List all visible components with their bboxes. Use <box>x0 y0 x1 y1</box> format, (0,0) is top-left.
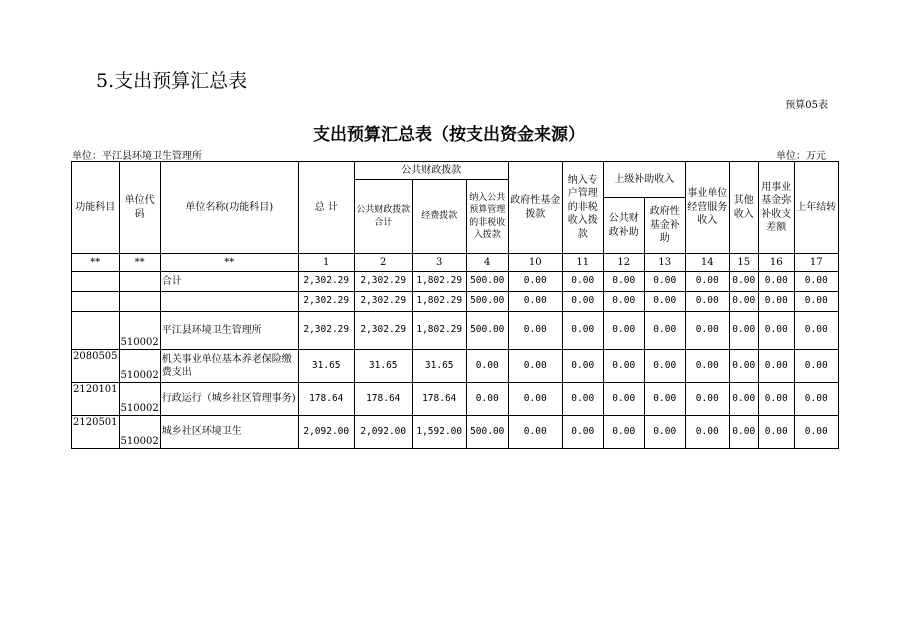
value-cell: 0.00 <box>562 272 603 292</box>
value-cell: 0.00 <box>758 292 794 312</box>
value-cell: 0.00 <box>758 416 794 449</box>
index-cell: 13 <box>644 254 685 272</box>
value-cell: 500.00 <box>466 416 508 449</box>
header-public-finance-subsidy: 公共财政补助 <box>603 198 644 254</box>
index-cell: 4 <box>466 254 508 272</box>
value-cell: 178.64 <box>412 383 466 416</box>
unit-name-cell: 平江县环境卫生管理所 <box>160 312 298 350</box>
table-row <box>72 350 839 383</box>
table-row <box>72 383 839 416</box>
header-total: 总 计 <box>298 162 354 254</box>
header-gov-fund-subsidy: 政府性基金补助 <box>644 198 685 254</box>
header-fund-cover: 用事业基金弥补收支差额 <box>758 162 794 254</box>
header-other-income: 其他收入 <box>729 162 758 254</box>
table-row <box>72 312 839 350</box>
header-special-non-tax: 纳入专户管理的非税收入拨款 <box>562 162 603 254</box>
index-cell: ** <box>72 254 120 272</box>
value-cell: 0.00 <box>685 350 729 383</box>
value-cell: 500.00 <box>466 312 508 350</box>
header-unit-name: 单位名称(功能科目) <box>160 162 298 254</box>
value-cell: 0.00 <box>644 292 685 312</box>
value-cell: 0.00 <box>758 350 794 383</box>
value-cell: 31.65 <box>298 350 354 383</box>
func-subject-cell: 2120101 <box>72 383 120 416</box>
page-title: 支出预算汇总表（按支出资金来源） <box>313 125 585 145</box>
value-cell: 0.00 <box>685 416 729 449</box>
value-cell: 2,302.29 <box>298 312 354 350</box>
value-cell: 2,092.00 <box>298 416 354 449</box>
value-cell: 0.00 <box>562 312 603 350</box>
value-cell: 0.00 <box>466 383 508 416</box>
column-index-row <box>72 254 839 272</box>
table-row <box>72 416 839 449</box>
value-cell: 0.00 <box>603 312 644 350</box>
index-cell: ** <box>160 254 298 272</box>
unit-code-cell <box>119 292 160 312</box>
value-cell: 0.00 <box>644 350 685 383</box>
index-cell: 17 <box>794 254 838 272</box>
value-cell: 0.00 <box>508 383 562 416</box>
value-cell: 0.00 <box>729 272 758 292</box>
value-cell: 0.00 <box>729 416 758 449</box>
value-cell: 0.00 <box>729 350 758 383</box>
value-cell: 0.00 <box>794 272 838 292</box>
value-cell: 1,802.29 <box>412 292 466 312</box>
value-cell: 0.00 <box>603 350 644 383</box>
section-title: 5.支出预算汇总表 <box>96 70 248 92</box>
value-cell: 0.00 <box>794 312 838 350</box>
value-cell: 2,092.00 <box>354 416 412 449</box>
header-public-finance-total: 公共财政拨款合计 <box>354 180 412 254</box>
func-subject-cell: 2080505 <box>72 350 120 383</box>
unit-name-cell <box>160 292 298 312</box>
value-cell: 0.00 <box>794 416 838 449</box>
value-cell: 0.00 <box>758 383 794 416</box>
header-superior-subsidy: 上级补助收入 <box>603 162 685 198</box>
value-cell: 2,302.29 <box>354 292 412 312</box>
unit-code-cell: 510002 <box>119 416 160 449</box>
value-cell: 1,802.29 <box>412 312 466 350</box>
value-cell: 0.00 <box>508 416 562 449</box>
value-cell: 2,302.29 <box>298 272 354 292</box>
index-cell: 16 <box>758 254 794 272</box>
header-carryover: 上年结转 <box>794 162 838 254</box>
value-cell: 2,302.29 <box>298 292 354 312</box>
value-cell: 0.00 <box>685 312 729 350</box>
value-cell: 0.00 <box>603 416 644 449</box>
value-cell: 0.00 <box>685 272 729 292</box>
value-cell: 0.00 <box>508 272 562 292</box>
unit-name-cell: 行政运行（城乡社区管理事务) <box>160 383 298 416</box>
value-cell: 0.00 <box>508 292 562 312</box>
index-cell: 12 <box>603 254 644 272</box>
unit-code-cell: 510002 <box>119 312 160 350</box>
unit-name-cell: 机关事业单位基本养老保险缴费支出 <box>160 350 298 383</box>
unit-code-cell <box>119 272 160 292</box>
value-cell: 0.00 <box>644 383 685 416</box>
index-cell: 15 <box>729 254 758 272</box>
value-cell: 0.00 <box>562 383 603 416</box>
value-cell: 0.00 <box>562 350 603 383</box>
value-cell: 0.00 <box>644 312 685 350</box>
index-cell: ** <box>119 254 160 272</box>
index-cell: 2 <box>354 254 412 272</box>
value-cell: 2,302.29 <box>354 272 412 292</box>
func-subject-cell <box>72 272 120 292</box>
header-gov-fund: 政府性基金拨款 <box>508 162 562 254</box>
value-cell: 0.00 <box>794 292 838 312</box>
value-cell: 0.00 <box>466 350 508 383</box>
value-cell: 0.00 <box>794 383 838 416</box>
value-cell: 500.00 <box>466 292 508 312</box>
budget-summary-table <box>71 161 839 449</box>
unit-org-label: 单位：平江县环境卫生管理所 <box>72 151 202 162</box>
header-non-tax: 纳入公共预算管理的非税收入拨款 <box>466 180 508 254</box>
unit-currency-label: 单位：万元 <box>776 151 826 162</box>
unit-code-cell: 510002 <box>119 383 160 416</box>
value-cell: 31.65 <box>412 350 466 383</box>
table-row <box>72 292 839 312</box>
value-cell: 178.64 <box>354 383 412 416</box>
index-cell: 10 <box>508 254 562 272</box>
func-subject-cell <box>72 312 120 350</box>
value-cell: 1,802.29 <box>412 272 466 292</box>
header-business-income: 事业单位经营服务收入 <box>685 162 729 254</box>
value-cell: 31.65 <box>354 350 412 383</box>
value-cell: 0.00 <box>685 292 729 312</box>
value-cell: 500.00 <box>466 272 508 292</box>
func-subject-cell <box>72 292 120 312</box>
header-unit-code: 单位代码 <box>119 162 160 254</box>
value-cell: 178.64 <box>298 383 354 416</box>
value-cell: 0.00 <box>603 272 644 292</box>
value-cell: 0.00 <box>603 292 644 312</box>
value-cell: 0.00 <box>758 312 794 350</box>
value-cell: 0.00 <box>508 312 562 350</box>
index-cell: 14 <box>685 254 729 272</box>
index-cell: 3 <box>412 254 466 272</box>
value-cell: 0.00 <box>729 312 758 350</box>
value-cell: 0.00 <box>794 350 838 383</box>
value-cell: 0.00 <box>562 292 603 312</box>
value-cell: 0.00 <box>562 416 603 449</box>
value-cell: 0.00 <box>729 383 758 416</box>
table-row <box>72 272 839 292</box>
value-cell: 0.00 <box>729 292 758 312</box>
value-cell: 0.00 <box>758 272 794 292</box>
index-cell: 11 <box>562 254 603 272</box>
func-subject-cell: 2120501 <box>72 416 120 449</box>
form-number: 预算05表 <box>785 100 828 111</box>
index-cell: 1 <box>298 254 354 272</box>
header-funding: 经费拨款 <box>412 180 466 254</box>
unit-code-cell: 510002 <box>119 350 160 383</box>
value-cell: 0.00 <box>603 383 644 416</box>
header-func-subject: 功能科目 <box>72 162 120 254</box>
value-cell: 0.00 <box>685 383 729 416</box>
value-cell: 0.00 <box>644 416 685 449</box>
value-cell: 1,592.00 <box>412 416 466 449</box>
unit-name-cell: 合计 <box>160 272 298 292</box>
value-cell: 0.00 <box>644 272 685 292</box>
unit-name-cell: 城乡社区环境卫生 <box>160 416 298 449</box>
value-cell: 2,302.29 <box>354 312 412 350</box>
header-public-finance: 公共财政拨款 <box>354 162 508 180</box>
value-cell: 0.00 <box>508 350 562 383</box>
